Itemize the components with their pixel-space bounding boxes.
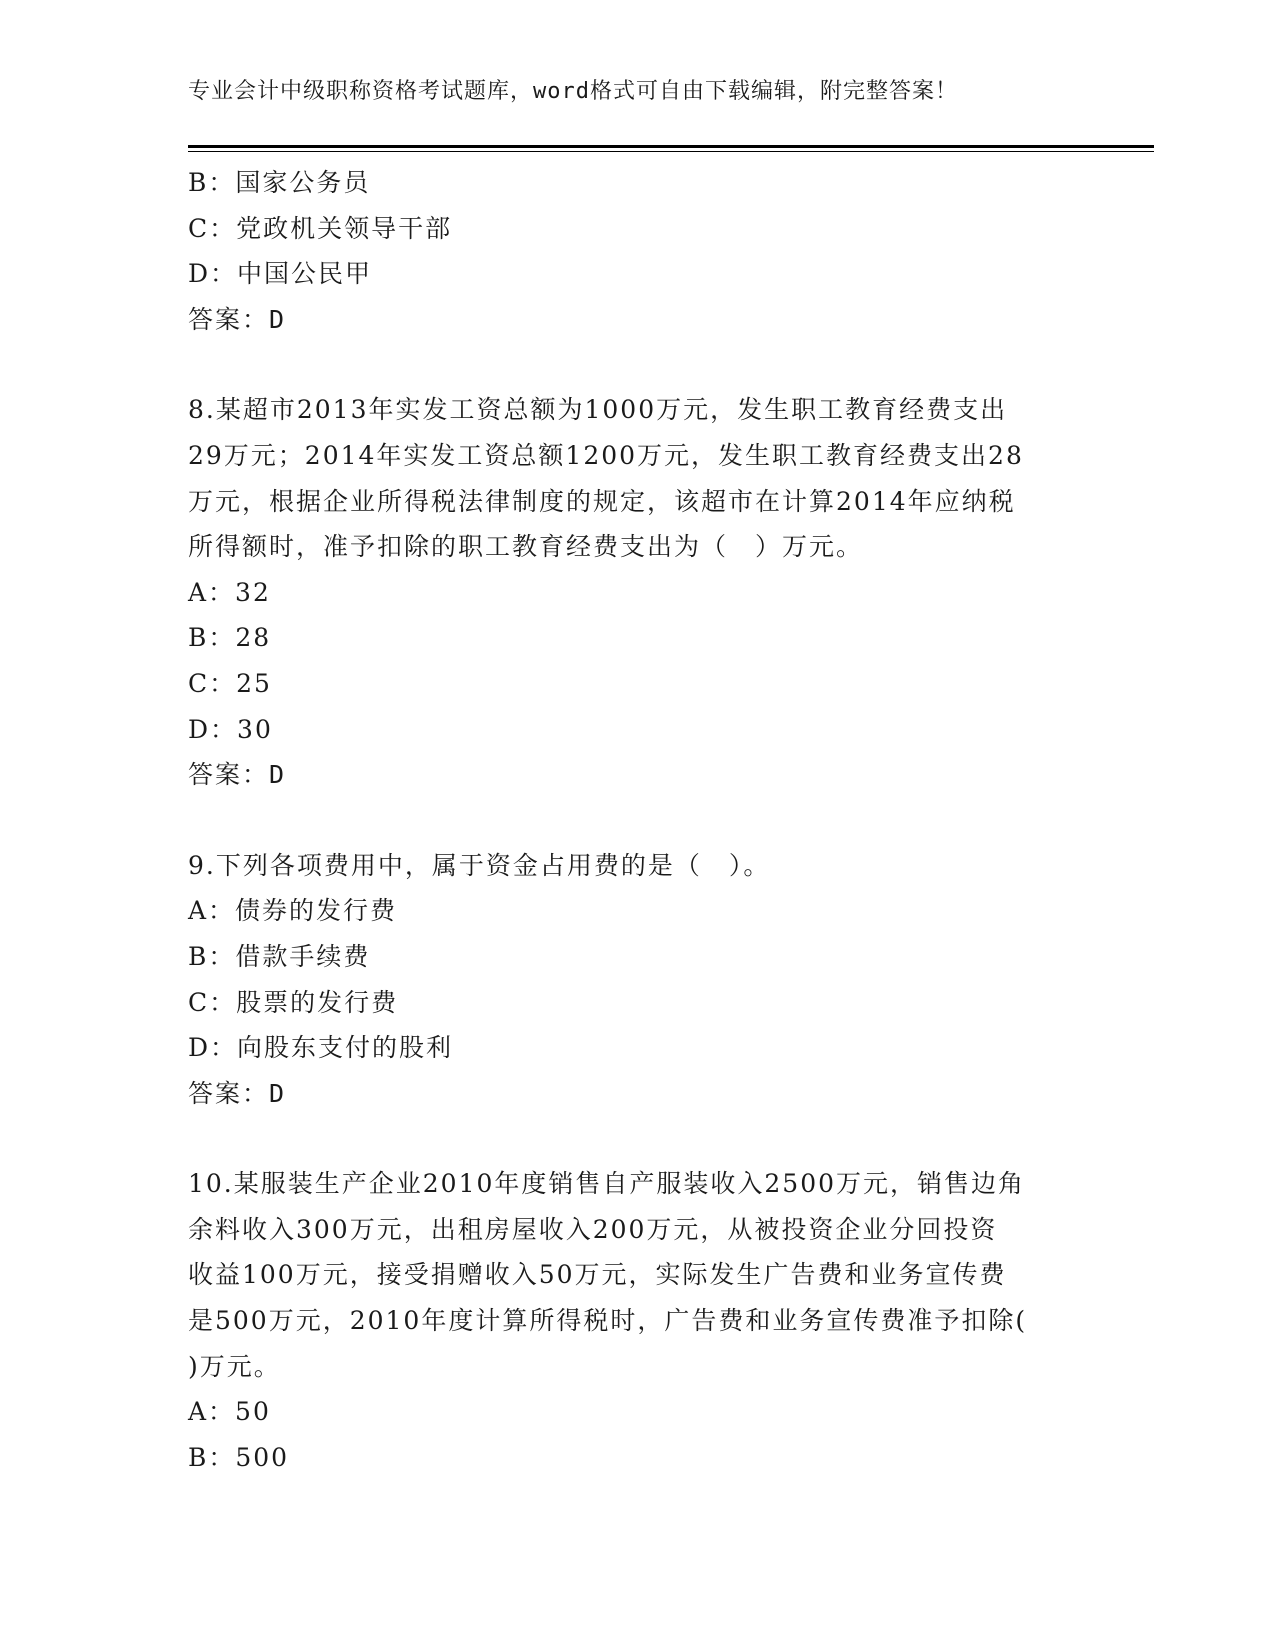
question-text-line: 万元，根据企业所得税法律制度的规定，该超市在计算2014年应纳税 [188,486,1016,516]
option-b: B：28 [188,623,272,653]
answer-line: 答案：D [188,760,287,790]
option-b: B：借款手续费 [188,941,371,971]
header-rule-thin [188,151,1154,152]
option-d: D：中国公民甲 [188,259,373,289]
question-10 [188,1161,1068,1480]
answer-line: 答案：D [188,1078,287,1108]
question-text-line: 8.某超市2013年实发工资总额为1000万元，发生职工教育经费支出 [188,395,1008,425]
option-b: B：国家公务员 [188,168,371,197]
question-9 [188,843,1068,1117]
option-a: A：32 [188,577,271,607]
document-body [188,160,1068,1480]
question-text-line: 29万元；2014年实发工资总额1200万元，发生职工教育经费支出28 [188,440,1024,470]
option-d: D：30 [188,714,273,744]
spacer [188,342,1068,387]
option-d: D：向股东支付的股利 [188,1033,454,1063]
header-rule-thick [188,145,1154,148]
answer-line: 答案：D [188,304,287,334]
question-text-line: 9.下列各项费用中，属于资金占用费的是（ ）。 [188,850,771,880]
question-text-line: 收益100万元，接受捐赠收入50万元，实际发生广告费和业务宣传费 [188,1260,1007,1290]
option-c: C：25 [188,668,272,698]
question-text-line: 余料收入300万元，出租房屋收入200万元，从被投资企业分回投资 [188,1214,998,1244]
option-c: C：股票的发行费 [188,987,399,1017]
question-text-line: 10.某服装生产企业2010年度销售自产服装收入2500万元，销售边角 [188,1169,1026,1199]
option-b: B：500 [188,1442,290,1472]
option-a: A：债券的发行费 [188,896,398,926]
question-text-line: )万元。 [188,1351,281,1381]
question-7-tail [188,160,1068,342]
page-header: 专业会计中级职称资格考试题库，word格式可自由下载编辑，附完整答案！ [188,79,958,104]
spacer [188,1116,1068,1161]
option-c: C：党政机关领导干部 [188,213,453,243]
question-8 [188,387,1068,797]
option-a: A：50 [188,1397,271,1427]
spacer [188,798,1068,843]
question-text-line: 是500万元，2010年度计算所得税时，广告费和业务宣传费准予扣除( [188,1306,1028,1336]
question-text-line: 所得额时，准予扣除的职工教育经费支出为（ ）万元。 [188,532,864,562]
